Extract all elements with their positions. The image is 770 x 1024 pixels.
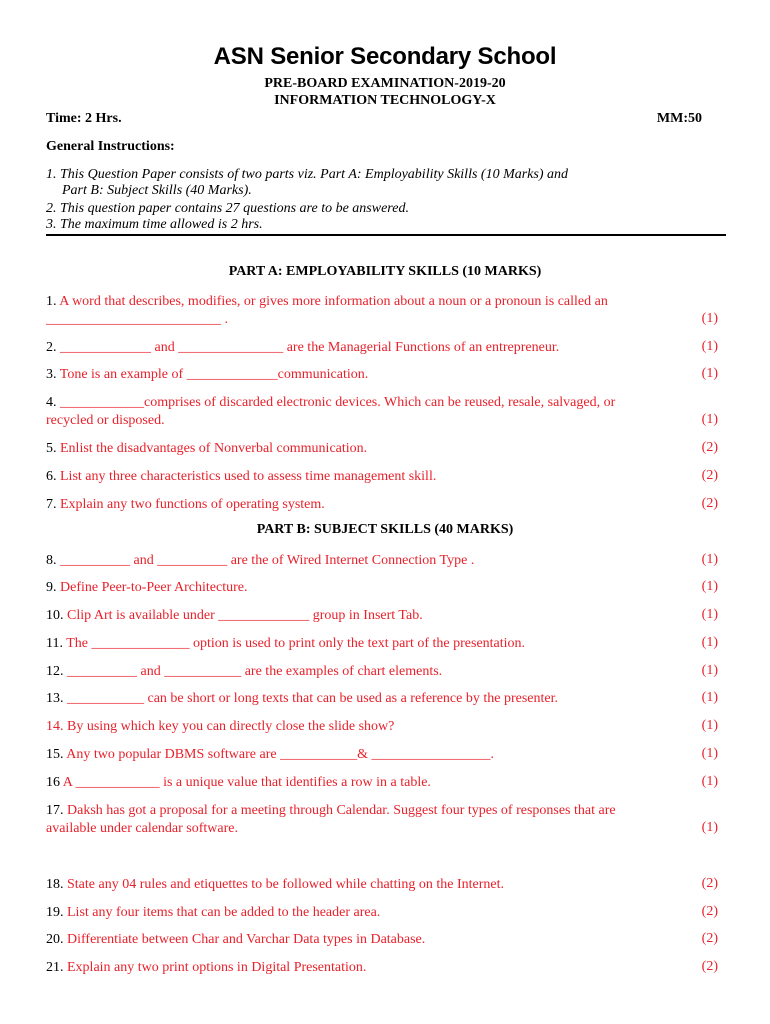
question-number: 7. [46,497,57,512]
question-7-marks: (2) [701,496,718,511]
question-8-marks: (1) [701,552,718,567]
question-text: Differentiate between Char and Varchar Data types in Database. [67,932,426,947]
question-text: Daksh has got a proposal for a meeting through Calendar. Suggest four types of responses that are [67,803,616,818]
question-text: A word that describes, modifies, or gives more information about a noun or a pronoun is called an [59,294,608,309]
question-13 [46,690,686,708]
question-number: 11. [46,636,63,651]
question-text: Tone is an example of _____________communication. [59,367,369,382]
question-text-line2: _________________________ . [46,312,228,327]
question-2-marks: (1) [701,339,718,354]
question-14 [46,718,686,736]
max-marks: MM:50 [656,111,702,126]
question-16 [46,774,686,792]
question-6-marks: (2) [701,468,718,483]
question-12 [46,663,686,681]
part-b-heading: PART B: SUBJECT SKILLS (40 MARKS) [256,522,514,537]
question-17-marks: (1) [701,820,718,835]
question-15 [46,746,686,764]
question-9-marks: (1) [701,579,718,594]
time-allowed: Time: 2 Hrs. [46,111,122,126]
instruction-3: 3. The maximum time allowed is 2 hrs. [46,217,263,232]
question-text: List any three characteristics used to assess time management skill. [60,469,437,484]
question-1 [46,293,686,329]
question-13-marks: (1) [701,690,718,705]
question-17 [46,802,686,838]
question-number: 4. [46,395,57,410]
question-text: Explain any two print options in Digital Presentation. [67,960,367,975]
question-text: The ______________ option is used to print only the text part of the presentation. [66,636,526,651]
question-20-marks: (2) [701,931,718,946]
question-text: By using which key you can directly close the slide show? [67,719,395,734]
question-1-marks: (1) [701,311,718,326]
question-3 [46,366,686,384]
question-number: 5. [46,441,57,456]
question-number: 6. [46,469,57,484]
question-7 [46,496,686,514]
school-name: ASN Senior Secondary School [213,43,557,70]
question-11 [46,635,686,653]
question-10-marks: (1) [701,607,718,622]
question-text-line2: recycled or disposed. [46,413,165,428]
question-10 [46,607,686,625]
question-text: State any 04 rules and etiquettes to be followed while chatting on the Internet. [67,877,504,892]
question-11-marks: (1) [701,635,718,650]
question-2 [46,339,686,357]
question-text: Any two popular DBMS software are ___________& _________________. [66,747,494,762]
question-text: A ____________ is a unique value that identifies a row in a table. [62,775,431,790]
question-number: 2. [46,340,57,355]
exam-title: PRE-BOARD EXAMINATION-2019-20 [264,76,506,91]
question-5-marks: (2) [701,440,718,455]
instruction-2: 2. This question paper contains 27 questions are to be answered. [46,201,409,216]
question-21-marks: (2) [701,959,718,974]
question-text: _____________ and _______________ are the Managerial Functions of an entrepreneur. [60,340,560,355]
question-number: 1. [46,294,57,309]
question-number: 13. [46,691,64,706]
question-text-line2: available under calendar software. [46,821,239,836]
question-number: 12. [46,664,64,679]
part-a-heading: PART A: EMPLOYABILITY SKILLS (10 MARKS) [228,264,542,279]
instruction-1: 1. This Question Paper consists of two parts viz. Part A: Employability Skills (10 Marks) and [46,167,568,182]
question-text: __________ and __________ are the of Wired Internet Connection Type . [60,553,475,568]
question-number: 16 [46,775,60,790]
question-number: 8. [46,553,57,568]
question-number: 14. [46,719,64,734]
question-18 [46,876,686,894]
question-number: 19. [46,905,64,920]
instruction-1-continued: Part B: Subject Skills (40 Marks). [62,183,252,198]
question-3-marks: (1) [701,366,718,381]
question-number: 21. [46,960,64,975]
question-18-marks: (2) [701,876,718,891]
question-9 [46,579,686,597]
question-text: List any four items that can be added to the header area. [67,905,381,920]
question-text: Clip Art is available under _____________ group in Insert Tab. [67,608,423,623]
question-text: ___________ can be short or long texts that can be used as a reference by the presenter. [67,691,558,706]
question-number: 10. [46,608,64,623]
question-20 [46,931,686,949]
question-number: 20. [46,932,64,947]
question-number: 3. [46,367,57,382]
question-16-marks: (1) [701,774,718,789]
question-text: __________ and ___________ are the examples of chart elements. [67,664,443,679]
question-number: 15. [46,747,64,762]
question-19-marks: (2) [701,904,718,919]
question-4-marks: (1) [701,412,718,427]
question-19 [46,904,686,922]
question-number: 9. [46,580,57,595]
question-number: 18. [46,877,64,892]
question-21 [46,959,686,977]
question-text: Enlist the disadvantages of Nonverbal communication. [60,441,368,456]
question-text: ____________comprises of discarded electronic devices. Which can be reused, resale, salvaged, or [60,395,616,410]
question-15-marks: (1) [701,746,718,761]
question-number: 17. [46,803,64,818]
instructions-title: General Instructions: [46,139,175,154]
subject-title: INFORMATION TECHNOLOGY-X [274,93,496,108]
divider-rule [46,234,726,236]
question-5 [46,440,686,458]
question-4 [46,394,686,430]
question-6 [46,468,686,486]
question-text: Explain any two functions of operating system. [60,497,325,512]
question-12-marks: (1) [701,663,718,678]
question-14-marks: (1) [701,718,718,733]
question-8 [46,552,686,570]
question-text: Define Peer-to-Peer Architecture. [60,580,248,595]
